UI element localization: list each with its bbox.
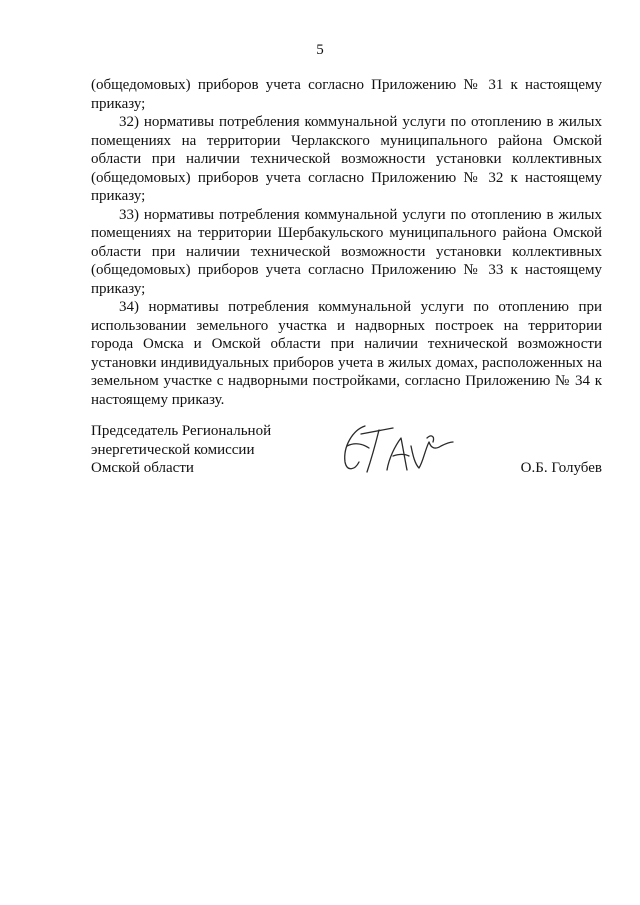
document-body <box>91 76 602 409</box>
signatory-title-line: Омской области <box>91 460 194 476</box>
signatory-title-line: Председатель Региональной <box>91 423 272 439</box>
paragraph-34: 34) нормативы потребления коммунальной услуги по отоплению при использовании земельного участка и надворных построек на территории города Омска и Омской области при наличии технической возможности установки индивидуальных приборов учета в жилых домах, расположенных на земельном участке с надворными постройками, согласно Приложению № 34 к настоящему приказу. <box>91 299 602 408</box>
page-number: 5 <box>316 42 324 58</box>
signer-name: О.Б. Голубев <box>520 460 602 476</box>
signature-block <box>91 422 602 502</box>
handwritten-signature <box>335 412 455 482</box>
paragraph-32: 32) нормативы потребления коммунальной услуги по отоплению в жилых помещениях на территории Черлакского муниципального района Омской области при наличии технической возможности установки коллективных (общедомовых) приборов учета согласно Приложению № 32 к настоящему приказу; <box>91 114 602 204</box>
paragraph-continuation: (общедомовых) приборов учета согласно Приложению № 31 к настоящему приказу; <box>91 77 602 112</box>
signatory-title <box>91 422 311 478</box>
signatory-title-line: энергетической комиссии <box>91 441 255 458</box>
paragraph-33: 33) нормативы потребления коммунальной услуги по отоплению в жилых помещениях на территории Шербакульского муниципального района Омской области при наличии технической возможности установки коллективных (общедомовых) приборов учета согласно Приложению № 33 к настоящему приказу; <box>91 206 602 297</box>
